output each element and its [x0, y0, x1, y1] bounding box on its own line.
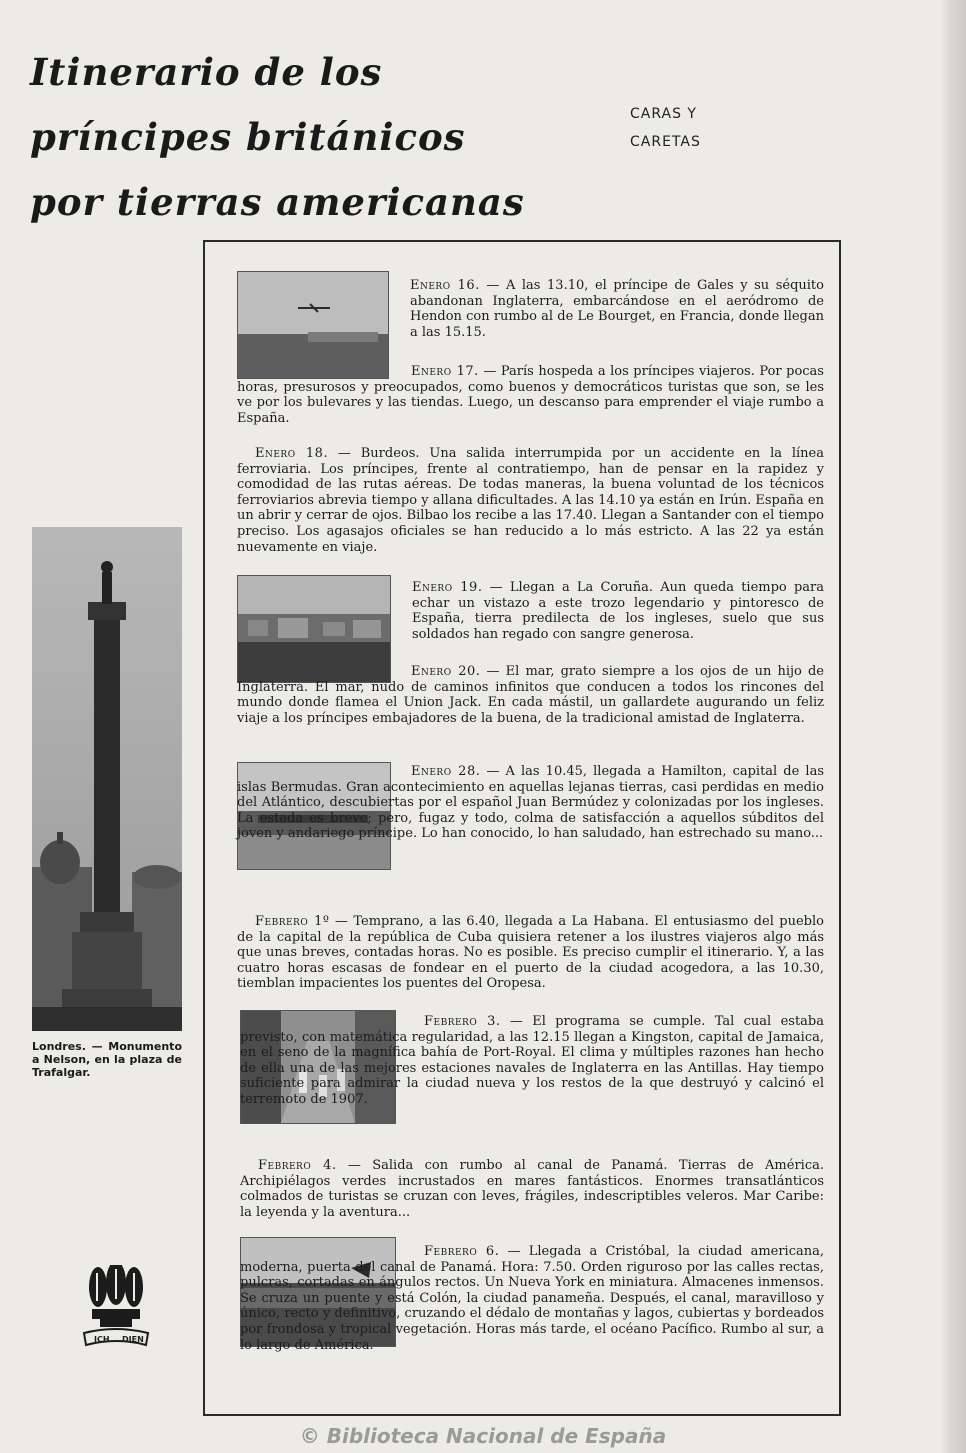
- copyright-footer: © Biblioteca Nacional de España: [299, 1424, 667, 1448]
- entry-date: Enero 17.: [411, 364, 479, 379]
- prince-of-wales-feathers-icon: [80, 1265, 152, 1355]
- entry-date: Enero 18.: [255, 446, 329, 461]
- title-line-3: por tierras americanas: [30, 180, 525, 224]
- entry-text: — El programa se cumple. Tal cual estaba previsto, con matemática regularidad, a las 12.15 llegan a Kingston, capital de Jamaica, en el seno de la magnífica bahía de Port-Royal. El clima y múltiples razones han hecho de ella una de las mejores estaciones navales de Inglaterra en las Antillas. Hay tiempo suficiente para admirar la ciudad nueva y los restos de la que destruyó y calcinó el terremoto de 1907.: [240, 1014, 824, 1107]
- entry-date: Enero 28.: [411, 764, 481, 779]
- entry-date: Febrero 1º: [255, 914, 330, 929]
- title-line-2: príncipes británicos: [30, 115, 466, 159]
- section-label-line-1: CARAS Y: [630, 106, 697, 122]
- photo-caption: Londres. — Monumento a Nelson, en la plaza de Trafalgar.: [32, 1040, 182, 1079]
- section-label-line-2: CARETAS: [630, 134, 701, 150]
- entry-febrero-3: [240, 1014, 824, 1108]
- entry-text: — A las 10.45, llegada a Hamilton, capital de las islas Bermudas. Gran acontecimiento en aquellas lejanas tierras, casi perdidas en medio del Atlántico, descubiertas por el español Juan Bermúdez y colonizadas por los ingleses. La estada es breve; pero, fugaz y todo, colma de satisfacción a aquellos súbditos del joven y andariego príncipe. Lo han conocido, lo han saludado, han estrechado su mano...: [237, 764, 824, 842]
- entry-enero-19: [412, 580, 824, 642]
- entry-date: Febrero 3.: [424, 1014, 501, 1029]
- entry-text: — A las 13.10, el príncipe de Gales y su séquito abandonan Inglaterra, embarcándose en el aeródromo de Hendon con rumbo al de Le Bourget, en Francia, donde llegan a las 15.15.: [410, 278, 824, 340]
- emblem-motto-right: DIEN: [122, 1335, 144, 1344]
- entry-enero-20: [237, 664, 824, 726]
- emblem-motto-left: ICH: [94, 1335, 110, 1344]
- page-edge: [940, 0, 966, 1453]
- entry-text: — Salida con rumbo al canal de Panamá. Tierras de América. Archipiélagos verdes incrustados en mares fantásticos. Enormes transatlánticos colmados de turistas se cruzan con leves, frágiles, indescriptibles veleros. Mar Caribe: la leyenda y la aventura...: [240, 1158, 824, 1220]
- entry-date: Febrero 6.: [424, 1244, 500, 1259]
- entry-enero-16: [410, 278, 824, 340]
- entry-date: Enero 20.: [411, 664, 481, 679]
- entry-text: — París hospeda a los príncipes viajeros. Por pocas horas, presurosos y preocupados, como buenos y democráticos turistas que son, se les ve por los bulevares y las tiendas. Luego, un descanso para emprender el viaje rumbo a España.: [237, 364, 824, 426]
- entry-text: — Burdeos. Una salida interrumpida por un accidente en la línea ferroviaria. Los príncipes, frente al contratiempo, han de pensar en la rapidez y comodidad de las rutas aéreas. De todas maneras, la buena voluntad de los técnicos ferroviarios abrevia tiempo y allana dificultades. A las 14.10 ya están en Irún. España en un abrir y cerrar de ojos. Bilbao los recibe a las 17.40. Llegan a Santander con el tiempo preciso. Los agasajos oficiales se han reducido a lo más estricto. A las 22 ya están nuevamente en viaje.: [237, 446, 824, 555]
- entry-febrero-1: [237, 914, 824, 992]
- entry-text: — Llegan a La Coruña. Aun queda tiempo para echar un vistazo a este trozo legendario y pintoresco de España, tierra predilecta de los ingleses, suelo que sus soldados han regado con sangre generosa.: [412, 580, 824, 642]
- entry-text: — El mar, grato siempre a los ojos de un hijo de Inglaterra. El mar, nudo de caminos infinitos que conducen a todos los rincones del mundo donde flamea el Union Jack. En cada mástil, un gallardete augurando un feliz viaje a los príncipes embajadores de la buena, de la tradicional amistad de Inglaterra.: [237, 664, 824, 726]
- entry-febrero-4: [240, 1158, 824, 1220]
- entry-date: Enero 16.: [410, 278, 480, 293]
- article-title: [30, 40, 525, 235]
- nelson-column-photo: [32, 527, 182, 1031]
- entry-date: Febrero 4.: [258, 1158, 337, 1173]
- entry-text: — Temprano, a las 6.40, llegada a La Habana. El entusiasmo del pueblo de la capital de la república de Cuba quisiera retener a los ilustres viajeros algo más que unas breves, contadas horas. No es posible. Es preciso cumplir el itinerario. Y, a las cuatro horas escasas de fondear en el puerto de la ciudad acogedora, a las 10.30, tiemblan impacientes los puentes del Oropesa.: [237, 914, 824, 992]
- entry-text: — Llegada a Cristóbal, la ciudad americana, moderna, puerta del canal de Panamá. Hora: 7.50. Orden riguroso por las calles rectas, pulcras, cortadas en ángulos rectos. Un Nueva York en miniatura. Almacenes inmensos. Se cruza un puente y está Colón, la ciudad panameña. Después, el canal, maravilloso y único, recto y definitivo, cruzando el dédalo de montañas y lagos, cubiertas y bordeados por frondosa y tropical vegetación. Horas más tarde, el océano Pacífico. Rumbo al sur, a lo largo de América.: [240, 1244, 824, 1353]
- aerodrome-photo: [237, 271, 389, 379]
- entry-enero-28: [237, 764, 824, 842]
- section-label: [630, 100, 701, 156]
- title-line-1: Itinerario de los: [30, 50, 383, 94]
- entry-date: Enero 19.: [412, 580, 483, 595]
- entry-enero-17: [237, 364, 824, 426]
- entry-febrero-6: [240, 1244, 824, 1353]
- entry-enero-18: [237, 446, 824, 555]
